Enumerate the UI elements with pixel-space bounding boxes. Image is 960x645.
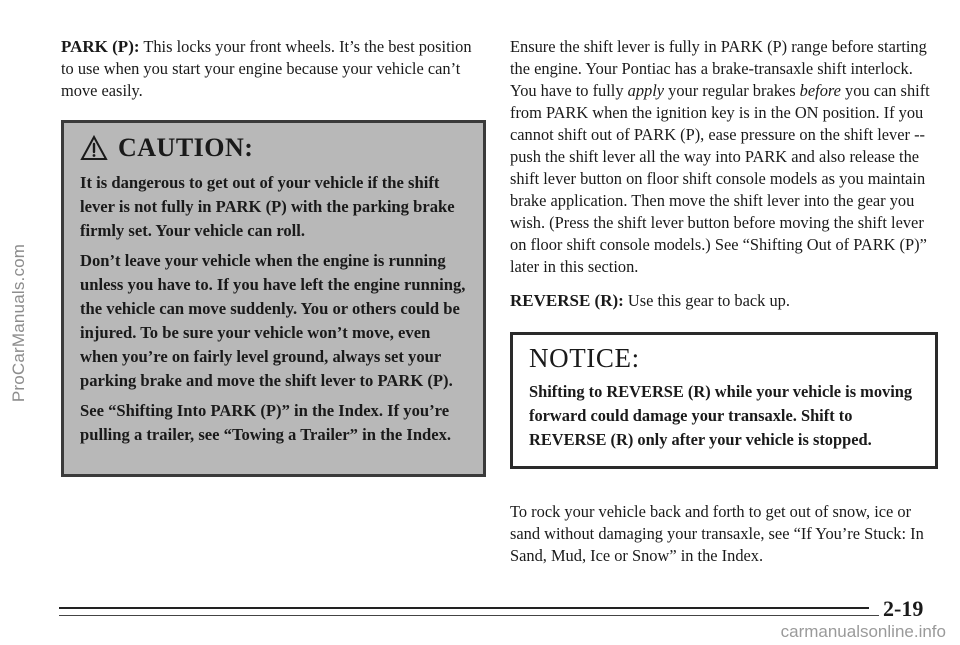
shift-text-apply: apply	[627, 81, 665, 100]
side-watermark	[4, 0, 34, 645]
right-column	[510, 36, 938, 567]
footer-rule-thick	[59, 607, 869, 609]
park-text: This locks your front wheels. It’s the best position to use when you start your engine because your vehicle can’t move easily.	[61, 37, 472, 100]
caution-paragraph-1: It is dangerous to get out of your vehicle if the shift lever is not fully in PARK (P) with the parking brake firmly set. Your vehicle can roll.	[80, 173, 455, 240]
page-number: 2-19	[883, 596, 924, 621]
caution-paragraph-3: See “Shifting Into PARK (P)” in the Index. If you’re pulling a trailer, see “Towing a Trailer” in the Index.	[80, 401, 452, 444]
notice-text: Shifting to REVERSE (R) while your vehicle is moving forward could damage your transaxle. Shift to REVERSE (R) only after your vehicle is stopped.	[529, 382, 913, 449]
footer-rule-thin	[59, 615, 879, 616]
left-column	[61, 36, 486, 477]
shift-text-b: your regular brakes	[664, 81, 800, 100]
shift-interlock-paragraph	[510, 36, 938, 278]
reverse-paragraph	[510, 290, 938, 312]
caution-box	[61, 120, 486, 477]
notice-title: NOTICE:	[529, 343, 640, 373]
warning-triangle-icon	[80, 135, 108, 161]
rock-vehicle-paragraph: To rock your vehicle back and forth to get out of snow, ice or sand without damaging your transaxle, see “If You’re Stuck: In Sand, Mud, Ice or Snow” in the Index.	[510, 502, 924, 565]
bottom-watermark: carmanualsonline.info	[780, 622, 946, 641]
caution-paragraph-2: Don’t leave your vehicle when the engine is running unless you have to. If you have left the engine running, the vehicle can move suddenly. You or others could be injured. To be sure your vehicle won’t move, even when you’re on fairly level ground, always set your parking brake and move the shift lever to PARK (P).	[80, 251, 466, 390]
side-watermark-text: ProCarManuals.com	[9, 243, 28, 402]
shift-text-c: you can shift from PARK when the ignition key is in the ON position. If you cannot shift out of PARK (P), ease pressure on the shift lever -- push the shift lever all the way into PARK and also release the shift lever button on floor shift console models as you maintain brake application. Then move the shift lever into the gear you wish. (Press the shift lever button before moving the shift lever on floor shift console models.) See “Shifting Out of PARK (P)” later in this section.	[510, 81, 930, 276]
shift-text-before: before	[799, 81, 841, 100]
park-paragraph	[61, 36, 486, 102]
caution-header	[80, 133, 469, 163]
park-label: PARK (P):	[61, 37, 140, 56]
shift-text-a: Ensure the shift lever is fully in PARK (P) range before starting the engine. Your Pontiac has a brake-transaxle shift interlock. You have to fully	[510, 37, 927, 100]
caution-title: CAUTION:	[118, 133, 254, 162]
reverse-text: Use this gear to back up.	[623, 291, 790, 310]
reverse-label: REVERSE (R):	[510, 291, 624, 310]
notice-box	[510, 332, 938, 469]
